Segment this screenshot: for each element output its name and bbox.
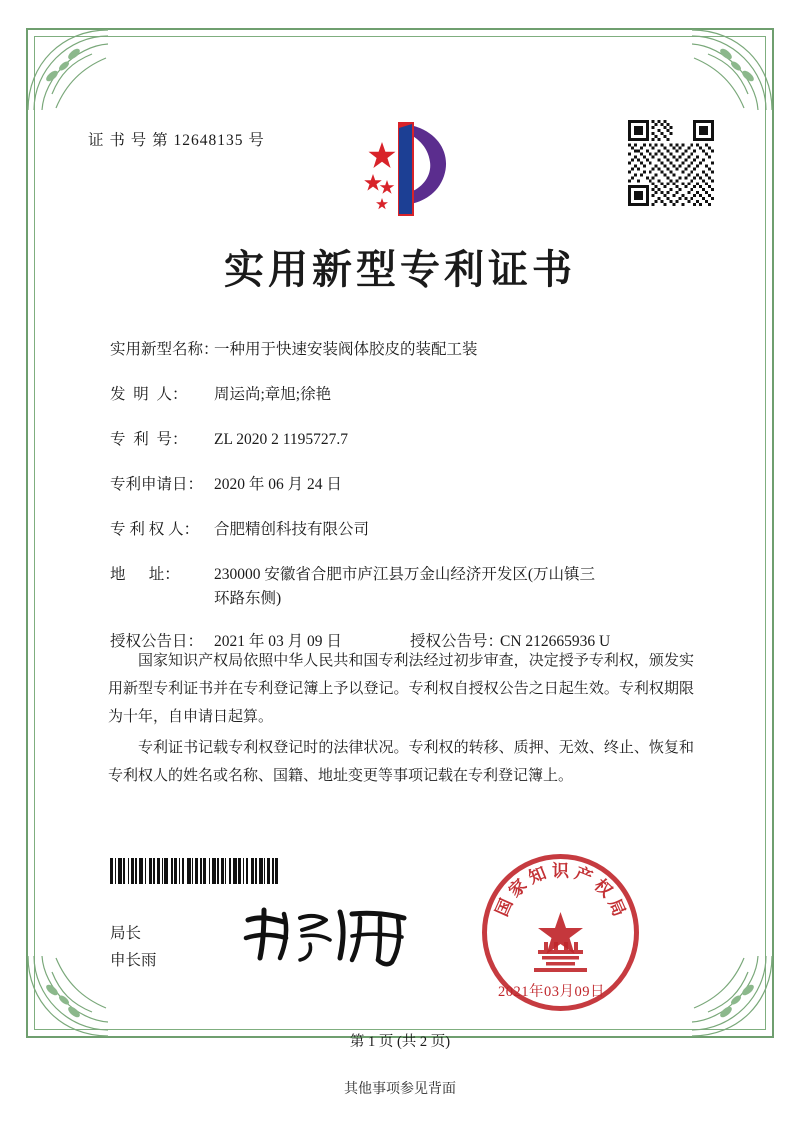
field-value: CN 212665936 U [500,633,611,651]
page-number: 第 1 页 (共 2 页) [349,1034,451,1050]
field-label: 专利申请日： [110,476,204,494]
seal-date: 2021年03月09日 [498,984,605,1000]
field-label: 专 利 号： [110,431,188,449]
cnipa-logo [352,118,460,220]
field-label: 实用新型名称： [110,341,219,358]
svg-text:产: 产 [572,863,595,888]
field-value: ZL 2020 2 1195727.7 [214,431,349,449]
svg-text:家: 家 [505,875,531,901]
svg-text:国: 国 [492,895,517,920]
field-label: 授权公告号： [410,633,504,651]
legal-text [108,648,694,795]
field-value: 周运尚;章旭;徐艳 [214,386,332,404]
field-label: 专 利 权 人： [110,521,200,539]
field-value: 2021 年 03 月 09 日 [214,633,342,651]
svg-text:识: 识 [552,861,569,881]
field-list [110,338,710,672]
paragraph-1: 国家知识产权局依照中华人民共和国专利法经过初步审查，决定授予专利权，颁发实用新型专利证书并在专利登记簿上予以登记。专利权自授权公告之日起生效。专利权期限为十年，自申请日起算。 [108,653,694,725]
field-inventor [110,383,710,407]
field-value: 一种用于快速安装阀体胶皮的装配工装 [214,341,478,358]
field-value-line2: 环路东侧) [214,590,282,608]
svg-text:知: 知 [526,863,549,888]
field-address [110,563,710,611]
field-utility-model-name [110,338,710,362]
field-label: 授权公告日： [110,633,204,651]
director-title-label: 局长 [110,925,142,942]
field-patent-number [110,428,710,452]
paragraph-2: 专利证书记载专利权登记时的法律状况。专利权的转移、质押、无效、终止、恢复和专利权人的姓名或名称、国籍、地址变更等事项记载在专利登记簿上。 [108,740,694,784]
svg-text:权: 权 [590,875,616,901]
field-value-wrapper [214,563,710,611]
svg-text:局: 局 [604,895,629,920]
handwritten-signature [240,900,420,970]
certificate-number: 证 书 号 第 12648135 号 [88,132,265,149]
footer-note: 其他事项参见背面 [344,1082,456,1097]
signature-labels [110,920,157,974]
field-label: 地 址： [110,566,180,584]
director-name-label: 申长雨 [110,952,157,970]
field-application-date [110,473,710,497]
page-title: 实用新型专利证书 [224,248,576,292]
field-value-line1: 230000 安徽省合肥市庐江县万金山经济开发区(万山镇三 [214,566,596,584]
field-patentee [110,518,710,542]
field-value: 2020 年 06 月 24 日 [214,476,342,494]
field-value: 合肥精创科技有限公司 [214,521,370,539]
qr-code [628,120,714,206]
barcode [110,858,325,884]
field-label: 发 明 人： [110,386,188,404]
